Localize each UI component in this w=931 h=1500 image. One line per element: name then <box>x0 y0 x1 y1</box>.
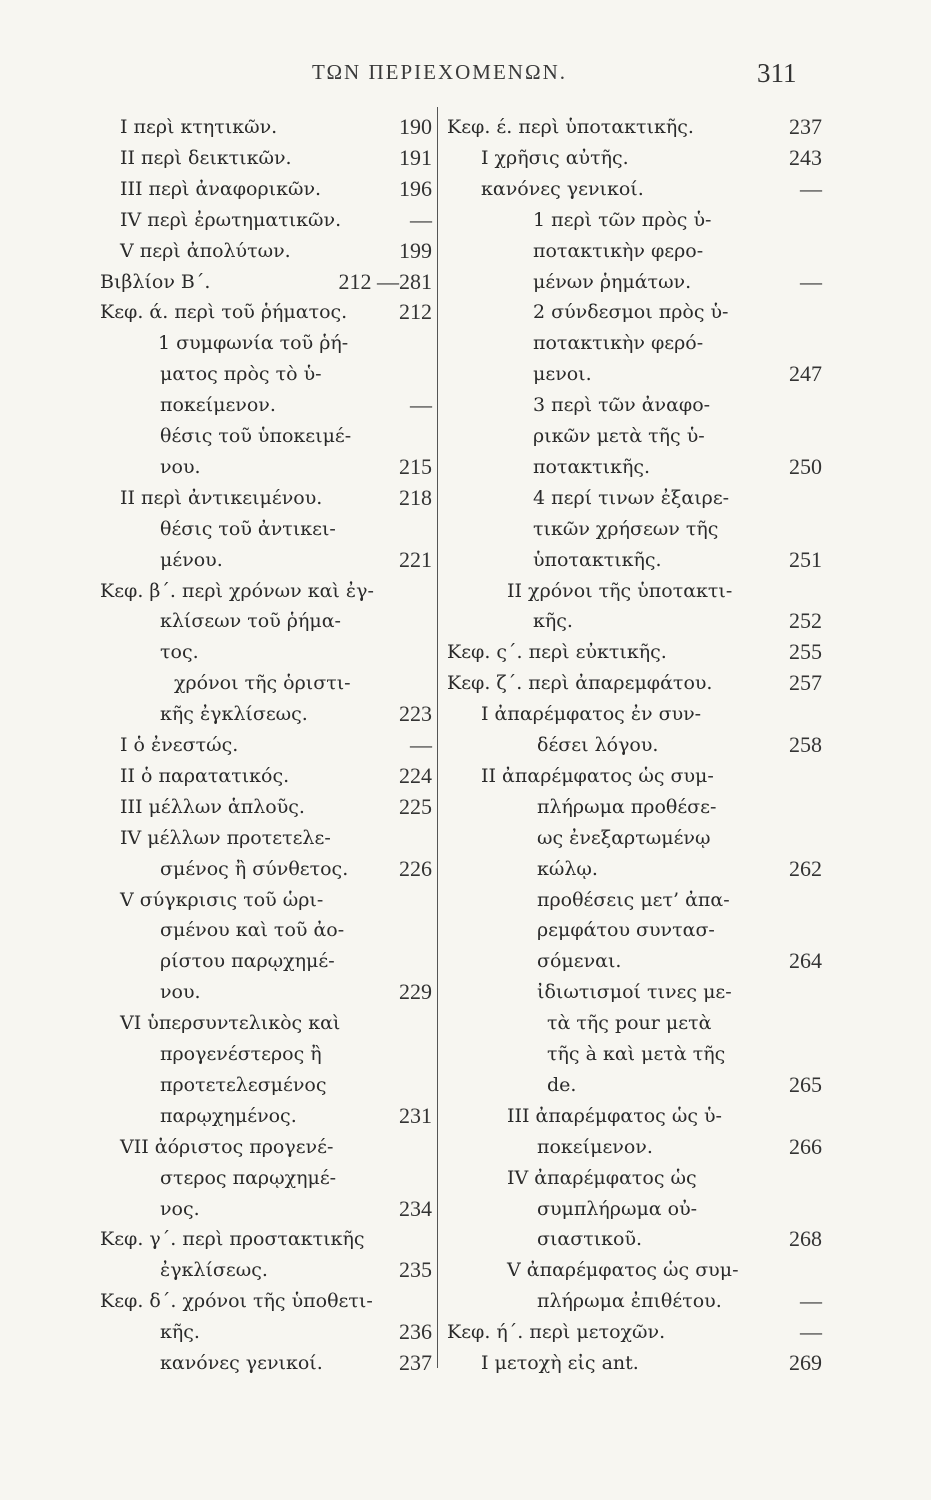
toc-entry <box>447 1224 822 1254</box>
toc-entry <box>100 205 432 235</box>
toc-entry-text: II περὶ ἀντικειμένου. <box>120 486 323 509</box>
toc-entry <box>447 606 822 636</box>
toc-entry-text: ρίστου παρῳχημέ- <box>160 950 335 973</box>
toc-entry-text: συμπλήρωμα οὐ- <box>537 1197 698 1220</box>
toc-entry-text: II ἀπαρέμφατος ὡς συμ- <box>481 764 714 787</box>
toc-entry-page: 231 <box>399 1102 432 1128</box>
toc-entry <box>447 699 822 729</box>
toc-entry <box>447 112 822 142</box>
toc-entry-text: μενοι. <box>533 363 592 386</box>
toc-entry-page: 268 <box>789 1226 822 1252</box>
toc-entry-page: 264 <box>789 948 822 974</box>
toc-entry <box>100 1101 432 1131</box>
toc-entry-page: — <box>410 732 432 757</box>
toc-entry-text: σμένος ἢ σύνθετος. <box>160 857 349 880</box>
toc-entry <box>100 1163 432 1193</box>
toc-entry <box>100 1255 432 1285</box>
toc-entry-text: τὰ τῆς pour μετὰ <box>547 1012 712 1035</box>
toc-entry-text: νος. <box>160 1197 200 1220</box>
toc-entry <box>447 514 822 544</box>
toc-entry-text: Κεφ. γ΄. περὶ προστακτικῆς <box>100 1228 365 1251</box>
toc-entry-page: 236 <box>399 1319 432 1345</box>
toc-entry-page: 250 <box>789 453 822 479</box>
toc-entry-text: τικῶν χρήσεων τῆς <box>533 517 719 540</box>
toc-entry-text: δέσει λόγου. <box>537 734 659 756</box>
toc-entry <box>100 390 432 420</box>
toc-entry-text: κῆς ἐγκλίσεως. <box>160 703 308 726</box>
toc-entry-text: V ἀπαρέμφατος ὡς συμ- <box>507 1259 739 1282</box>
toc-entry-text: κῆς. <box>160 1321 200 1344</box>
toc-entry-text: IV μέλλων προτετελε- <box>120 826 331 849</box>
toc-entry-page: 234 <box>399 1195 432 1221</box>
toc-entry-page: 218 <box>399 484 432 510</box>
toc-entry-text: I ὁ ἐνεστώς. <box>120 734 239 756</box>
toc-entry <box>100 637 432 667</box>
toc-entry-text: IV ἀπαρέμφατος ὡς <box>507 1166 697 1189</box>
toc-entry-page: 262 <box>789 855 822 881</box>
toc-entry <box>100 1070 432 1100</box>
toc-entry <box>447 545 822 575</box>
toc-entry-text: II περὶ δεικτικῶν. <box>120 146 292 169</box>
toc-entry-text: 3 περὶ τῶν ἀναφο- <box>533 394 711 417</box>
toc-entry <box>100 514 432 544</box>
toc-entry-page: — <box>800 1319 822 1345</box>
toc-entry-page: 243 <box>789 144 822 170</box>
toc-entry-text: θέσις τοῦ ἀντικει- <box>160 517 336 540</box>
toc-entry-text: προτετελεσμένος <box>160 1073 327 1096</box>
toc-entry <box>447 421 822 451</box>
toc-entry <box>447 143 822 173</box>
toc-entry <box>100 885 432 915</box>
toc-entry <box>100 297 432 327</box>
toc-entry <box>447 637 822 667</box>
toc-entry-text: ἐγκλίσεως. <box>160 1259 268 1282</box>
toc-entry-text: II χρόνοι τῆς ὑποτακτι- <box>507 579 733 602</box>
toc-entry-text: 1 περὶ τῶν πρὸς ὑ- <box>533 208 712 231</box>
toc-entry-page: — <box>800 175 822 201</box>
toc-entry <box>447 174 822 204</box>
toc-entry-page: 212 —281 <box>338 268 432 294</box>
toc-entry-text: κώλῳ. <box>537 857 598 880</box>
toc-entry <box>100 1194 432 1224</box>
toc-entry <box>100 545 432 575</box>
toc-entry-text: II ὁ παρατατικός. <box>120 764 290 787</box>
toc-entry-text: V περὶ ἀπολύτων. <box>120 239 291 262</box>
toc-entry <box>447 483 822 513</box>
toc-entry-text: ἰδιωτισμοί τινες με- <box>537 981 732 1004</box>
toc-entry <box>100 1008 432 1038</box>
toc-entry <box>100 143 432 173</box>
toc-entry-page: 229 <box>399 979 432 1005</box>
toc-entry-page: 247 <box>789 361 822 387</box>
toc-entry-page: 237 <box>789 114 822 139</box>
toc-entry <box>447 1194 822 1224</box>
toc-entry-page: 257 <box>789 670 822 696</box>
toc-entry-text: κανόνες γενικοί. <box>160 1352 323 1374</box>
toc-entry-text: στερος παρῳχημέ- <box>160 1166 337 1189</box>
toc-entry-text: VII ἀόριστος προγενέ- <box>120 1135 334 1158</box>
toc-entry <box>447 1348 822 1378</box>
toc-entry-text: προθέσεις μετ’ ἀπα- <box>537 888 730 911</box>
toc-entry <box>447 792 822 822</box>
toc-entry-text: 1 συμφωνία τοῦ ῥή- <box>158 332 349 355</box>
toc-entry-page: — <box>410 206 432 232</box>
toc-entry-page: 223 <box>399 701 432 727</box>
toc-entry-page: 221 <box>399 546 432 572</box>
toc-entry <box>100 483 432 513</box>
toc-entry <box>447 730 822 760</box>
toc-entry-text: III ἀπαρέμφατος ὡς ὑ- <box>507 1104 722 1127</box>
toc-entry-text: Κεφ. ά. περὶ τοῦ ῥήματος. <box>100 301 348 324</box>
toc-entry-text: παρῳχημένος. <box>160 1104 297 1127</box>
toc-entry <box>447 1008 822 1038</box>
toc-entry-text: ποτακτικὴν φερό- <box>533 332 704 355</box>
toc-entry <box>447 1070 822 1100</box>
toc-entry-page: 226 <box>399 855 432 881</box>
toc-entry-text: V σύγκρισις τοῦ ὡρι- <box>120 888 324 911</box>
toc-entry-text: νου. <box>160 981 201 1004</box>
toc-entry <box>447 761 822 791</box>
toc-entry <box>447 823 822 853</box>
toc-entry <box>447 1101 822 1131</box>
toc-entry-text: Κεφ. δ΄. χρόνοι τῆς ὑποθετι- <box>100 1290 373 1313</box>
toc-entry <box>447 885 822 915</box>
toc-entry-text: 4 περί τινων ἐξαιρε- <box>533 486 730 509</box>
toc-entry <box>100 421 432 451</box>
toc-entry-text: III μέλλων ἁπλοῦς. <box>120 795 305 818</box>
toc-entry <box>447 1317 822 1347</box>
toc-entry <box>447 328 822 358</box>
toc-entry <box>100 1039 432 1069</box>
toc-entry <box>100 1132 432 1162</box>
toc-entry <box>100 699 432 729</box>
toc-entry-page: — <box>800 1288 822 1314</box>
toc-entry-text: I περὶ κτητικῶν. <box>120 116 278 138</box>
toc-entry-page: 251 <box>789 546 822 572</box>
toc-entry-text: de. <box>547 1073 577 1096</box>
toc-entry <box>447 297 822 327</box>
toc-entry-page: 190 <box>399 114 432 139</box>
toc-entry-text: Κεφ. ή΄. περὶ μετοχῶν. <box>447 1321 666 1344</box>
toc-entry-page: 235 <box>399 1257 432 1283</box>
toc-entry-page: 237 <box>399 1350 432 1375</box>
toc-entry <box>447 668 822 698</box>
toc-entry-page: 215 <box>399 453 432 479</box>
toc-entry-page: 252 <box>789 608 822 634</box>
toc-entry-page: — <box>800 268 822 294</box>
toc-entry <box>447 854 822 884</box>
toc-entry <box>447 205 822 235</box>
toc-entry-text: νου. <box>160 455 201 478</box>
toc-entry-text: Κεφ. β΄. περὶ χρόνων καὶ ἐγ- <box>100 579 374 602</box>
toc-entry <box>100 823 432 853</box>
toc-entry-text: σιαστικοῦ. <box>537 1228 643 1251</box>
toc-entry-text: Κεφ. ς΄. περὶ εὐκτικῆς. <box>447 641 667 664</box>
toc-entry <box>100 576 432 606</box>
toc-entry <box>447 1286 822 1316</box>
toc-entry <box>447 390 822 420</box>
toc-entry-text: ρεμφάτου συντασ- <box>537 919 715 942</box>
toc-entry <box>100 946 432 976</box>
toc-entry <box>447 576 822 606</box>
toc-entry <box>100 174 432 204</box>
toc-entry <box>100 267 432 297</box>
toc-entry-text: ρικῶν μετὰ τῆς ὑ- <box>533 425 705 447</box>
toc-entry <box>100 792 432 822</box>
toc-entry-text: τος. <box>160 641 199 664</box>
toc-entry <box>100 977 432 1007</box>
toc-entry <box>447 1255 822 1285</box>
toc-entry <box>447 359 822 389</box>
toc-entry <box>447 452 822 482</box>
toc-entry <box>447 236 822 266</box>
toc-entry-text: ποτακτικὴν φερο- <box>533 239 704 262</box>
toc-entry <box>447 946 822 976</box>
toc-entry <box>100 452 432 482</box>
toc-entry <box>100 761 432 791</box>
toc-entry-page: 266 <box>789 1133 822 1159</box>
toc-entry-text: κανόνες γενικοί. <box>481 177 644 200</box>
toc-entry-page: 199 <box>399 237 432 263</box>
toc-entry-text: ὑποτακτικῆς. <box>533 548 662 571</box>
toc-entry-text: σόμεναι. <box>537 950 622 973</box>
toc-entry-text: χρόνοι τῆς ὁριστι- <box>174 672 351 695</box>
toc-entry-page: 265 <box>789 1071 822 1097</box>
toc-entry <box>100 915 432 945</box>
toc-entry-page: 258 <box>789 732 822 757</box>
toc-entry-text: VI ὑπερσυντελικὸς καὶ <box>120 1012 341 1035</box>
toc-entry <box>447 915 822 945</box>
toc-entry-text: ποκείμενον. <box>160 394 276 417</box>
toc-entry <box>447 1132 822 1162</box>
toc-entry-text: μένων ῥημάτων. <box>533 270 692 293</box>
toc-entry <box>100 1317 432 1347</box>
toc-entry <box>447 1163 822 1193</box>
toc-entry-text: τῆς à καὶ μετὰ τῆς <box>547 1043 726 1065</box>
toc-entry-text: 2 σύνδεσμοι πρὸς ὑ- <box>533 301 729 324</box>
toc-entry <box>447 267 822 297</box>
toc-entry-text: Βιβλίον Β΄. <box>100 270 211 293</box>
toc-entry <box>100 854 432 884</box>
toc-entry-page: 225 <box>399 793 432 819</box>
toc-entry-text: θέσις τοῦ ὑποκειμέ- <box>160 425 352 447</box>
toc-entry-text: I ἀπαρέμφατος ἐν συν- <box>481 703 702 726</box>
toc-entry <box>100 359 432 389</box>
toc-entry-text: πλήρωμα ἐπιθέτου. <box>537 1290 722 1313</box>
toc-entry-text: ποκείμενον. <box>537 1135 653 1158</box>
toc-entry-text: III περὶ ἀναφορικῶν. <box>120 177 322 200</box>
toc-entry-page: 224 <box>399 762 432 788</box>
toc-entry-page: 269 <box>789 1350 822 1375</box>
toc-entry-text: ποτακτικῆς. <box>533 455 651 478</box>
toc-entry-text: ως ἐνεξαρτωμένῳ <box>537 826 711 849</box>
toc-entry-page: 191 <box>399 144 432 170</box>
toc-entry <box>100 328 432 358</box>
toc-entry-page: — <box>410 392 432 418</box>
toc-entry <box>100 1286 432 1316</box>
toc-entry <box>100 1348 432 1378</box>
toc-entry-text: Κεφ. ζ΄. περὶ ἀπαρεμφάτου. <box>447 672 713 695</box>
toc-entry-text: σμένου καὶ τοῦ ἀο- <box>160 919 345 942</box>
toc-entry-page: 255 <box>789 639 822 665</box>
toc-entry-text: I χρῆσις αὐτῆς. <box>481 146 629 169</box>
toc-entry-text: μένου. <box>160 548 223 571</box>
toc-entry-page: 212 <box>399 299 432 325</box>
toc-entry-text: IV περὶ ἐρωτηματικῶν. <box>120 208 342 231</box>
toc-entry <box>447 977 822 1007</box>
toc-entry-text: προγενέστερος ἢ <box>160 1043 322 1065</box>
toc-entry-text: ματος πρὸς τὸ ὑ- <box>160 363 322 386</box>
toc-entry <box>100 1224 432 1254</box>
toc-entry <box>100 668 432 698</box>
toc-entry <box>100 112 432 142</box>
column-divider <box>437 107 438 1368</box>
toc-entry <box>100 730 432 760</box>
toc-entry <box>447 1039 822 1069</box>
page-number: 311 <box>757 58 797 88</box>
toc-entry <box>100 236 432 266</box>
toc-entry-page: 196 <box>399 175 432 201</box>
toc-entry <box>100 606 432 636</box>
toc-entry-text: κλίσεων τοῦ ῥήμα- <box>160 610 341 633</box>
toc-entry-text: κῆς. <box>533 610 573 633</box>
running-header-title: ΤΩΝ ΠΕΡΙΕΧΟΜΕΝΩΝ. <box>312 60 567 84</box>
toc-entry-text: I μετοχὴ εἰς ant. <box>481 1352 639 1374</box>
toc-entry-text: Κεφ. έ. περὶ ὑποτακτικῆς. <box>447 116 694 138</box>
toc-entry-text: πλήρωμα προθέσε- <box>537 795 717 818</box>
